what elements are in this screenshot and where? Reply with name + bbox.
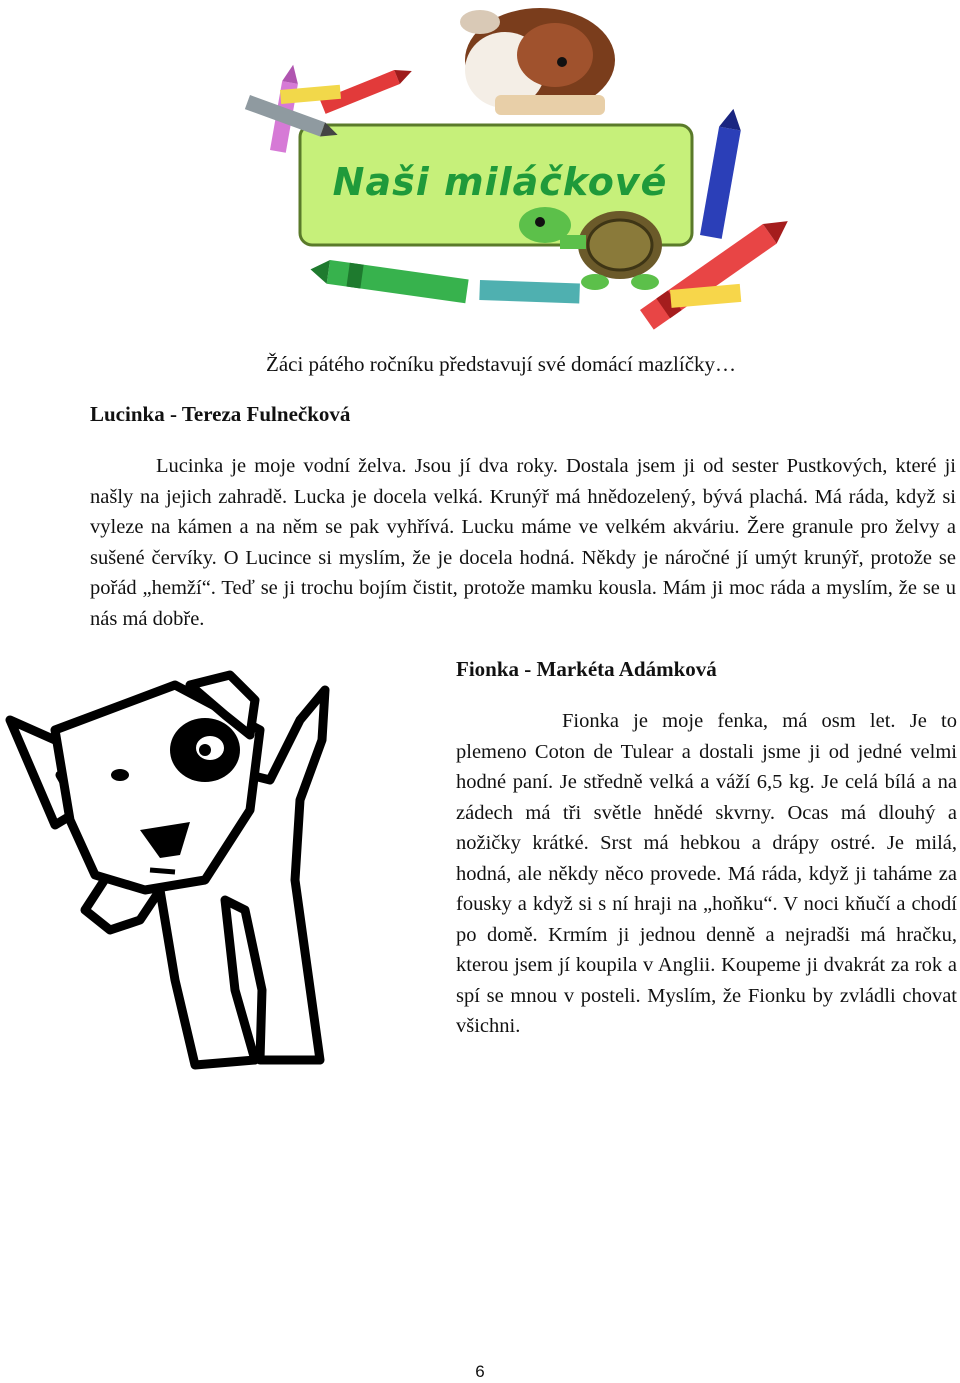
banner-title: Naši miláčkové (332, 160, 668, 204)
crayon-blue-icon (700, 107, 744, 239)
dog-illustration (0, 660, 345, 1070)
page-subtitle: Žáci pátého ročníku představují své domácí mazlíčky… (266, 352, 737, 376)
page-number: 6 (475, 1362, 485, 1381)
section-heading-lucinka: Lucinka - Tereza Fulnečková (90, 402, 351, 426)
dog-eye-left (111, 769, 129, 781)
crayon-teal-icon (479, 280, 580, 303)
section-text-lucinka: Lucinka je moje vodní želva. Jsou jí dva roky. Dostala jsem ji od sester Pustkových, které ji našly na jejich zahradě. Lucka je docela velká. Krunýř má hnědozelený, bývá plachá. Má ráda, když si vyleze na kámen a na něm se pak vyhřívá. Lucku máme ve velkém akváriu. Žere granule pro želvy a sušené červíky. O Lucince si myslím, že je docela hodná. Někdy je náročné jí umýt krunýř, protože se pořád „hemží“. Teď se ji trochu bojím čistit, protože mamku kousla. Mám ji moc ráda a myslím, že se u nás má dobře. (90, 455, 956, 630)
section-text-fionka: Fionka je moje fenka, má osm let. Je to plemeno Coton de Tulear a dostali jsme ji od jedné velmi hodné paní. Je středně velká a váží 6,5 kg. Je celá bílá a na zádech má tři světle hnědé skvrny. Ocas má dlouhý a nožičky krátké. Srst má hebkou a drápy ostré. Je milá, hodná, ale někdy něco provede. Má ráda, když ji taháme za fousky a když si s ní hraji na „hoňku“. V noci kňučí a chodí po domě. Krmím ji jednou denně a nejradši má hračku, kterou jsem jí koupila v Anglii. Koupeme ji dvakrát za rok a spí se mnou v posteli. Myslím, že Fionku by zvládli chovat všichni. (456, 710, 957, 1037)
crayon-green-icon (309, 257, 469, 303)
section-heading-fionka: Fionka - Markéta Adámková (456, 657, 717, 681)
guinea-pig-icon (460, 8, 615, 115)
